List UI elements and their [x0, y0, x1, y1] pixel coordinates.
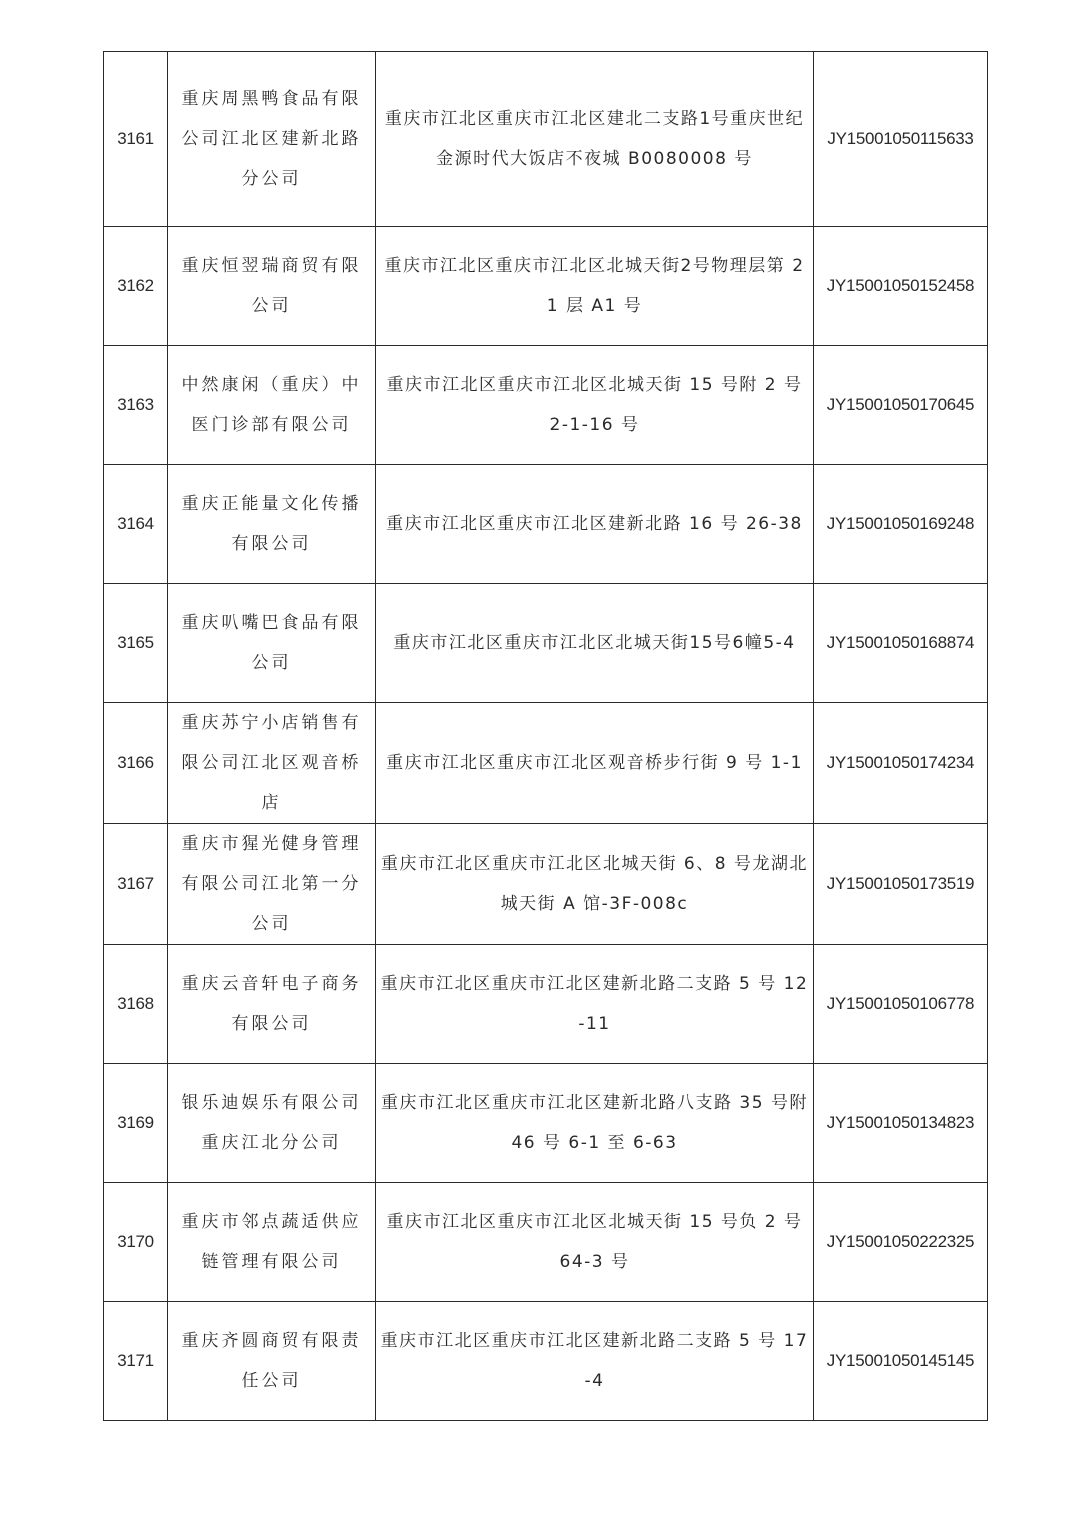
row-number: 3163 [104, 346, 168, 465]
row-number: 3166 [104, 703, 168, 824]
license-number: JY15001050170645 [814, 346, 988, 465]
table-row [104, 945, 988, 1064]
row-number: 3169 [104, 1064, 168, 1183]
table-row [104, 584, 988, 703]
table-row [104, 1302, 988, 1421]
business-name: 重庆苏宁小店销售有限公司江北区观音桥店 [168, 703, 376, 824]
table-row [104, 824, 988, 945]
license-number: JY15001050174234 [814, 703, 988, 824]
table-row [104, 465, 988, 584]
business-address: 重庆市江北区重庆市江北区建新北路 16 号 26-38 [376, 465, 814, 584]
license-number: JY15001050173519 [814, 824, 988, 945]
business-name: 重庆齐圆商贸有限责任公司 [168, 1302, 376, 1421]
business-name: 重庆正能量文化传播有限公司 [168, 465, 376, 584]
table-row [104, 52, 988, 227]
business-name: 重庆周黑鸭食品有限公司江北区建新北路分公司 [168, 52, 376, 227]
row-number: 3161 [104, 52, 168, 227]
license-number: JY15001050106778 [814, 945, 988, 1064]
table-row [104, 703, 988, 824]
row-number: 3164 [104, 465, 168, 584]
business-address: 重庆市江北区重庆市江北区建北二支路1号重庆世纪金源时代大饭店不夜城 B0080008 号 [376, 52, 814, 227]
table-row [104, 346, 988, 465]
business-address: 重庆市江北区重庆市江北区北城天街 15 号负 2 号 64-3 号 [376, 1183, 814, 1302]
table-row [104, 1064, 988, 1183]
row-number: 3171 [104, 1302, 168, 1421]
business-address: 重庆市江北区重庆市江北区建新北路二支路 5 号 17-4 [376, 1302, 814, 1421]
business-address: 重庆市江北区重庆市江北区北城天街15号6幢5-4 [376, 584, 814, 703]
business-address: 重庆市江北区重庆市江北区观音桥步行街 9 号 1-1 [376, 703, 814, 824]
business-name: 中然康闲（重庆）中医门诊部有限公司 [168, 346, 376, 465]
row-number: 3167 [104, 824, 168, 945]
business-address: 重庆市江北区重庆市江北区北城天街 15 号附 2 号 2-1-16 号 [376, 346, 814, 465]
row-number: 3168 [104, 945, 168, 1064]
business-address: 重庆市江北区重庆市江北区建新北路八支路 35 号附 46 号 6-1 至 6-63 [376, 1064, 814, 1183]
row-number: 3165 [104, 584, 168, 703]
license-number: JY15001050134823 [814, 1064, 988, 1183]
license-number: JY15001050168874 [814, 584, 988, 703]
business-name: 重庆叭嘴巴食品有限公司 [168, 584, 376, 703]
license-table [103, 51, 988, 1421]
business-name: 重庆云音轩电子商务有限公司 [168, 945, 376, 1064]
table-row [104, 227, 988, 346]
business-name: 重庆市邻点蔬适供应链管理有限公司 [168, 1183, 376, 1302]
business-address: 重庆市江北区重庆市江北区北城天街 6、8 号龙湖北城天街 A 馆-3F-008c [376, 824, 814, 945]
row-number: 3162 [104, 227, 168, 346]
business-name: 重庆市猩光健身管理有限公司江北第一分公司 [168, 824, 376, 945]
license-number: JY15001050222325 [814, 1183, 988, 1302]
row-number: 3170 [104, 1183, 168, 1302]
license-number: JY15001050152458 [814, 227, 988, 346]
license-number: JY15001050145145 [814, 1302, 988, 1421]
business-name: 重庆恒翌瑞商贸有限公司 [168, 227, 376, 346]
license-number: JY15001050115633 [814, 52, 988, 227]
license-number: JY15001050169248 [814, 465, 988, 584]
business-address: 重庆市江北区重庆市江北区北城天街2号物理层第 21 层 A1 号 [376, 227, 814, 346]
business-address: 重庆市江北区重庆市江北区建新北路二支路 5 号 12-11 [376, 945, 814, 1064]
business-name: 银乐迪娱乐有限公司重庆江北分公司 [168, 1064, 376, 1183]
table-row [104, 1183, 988, 1302]
